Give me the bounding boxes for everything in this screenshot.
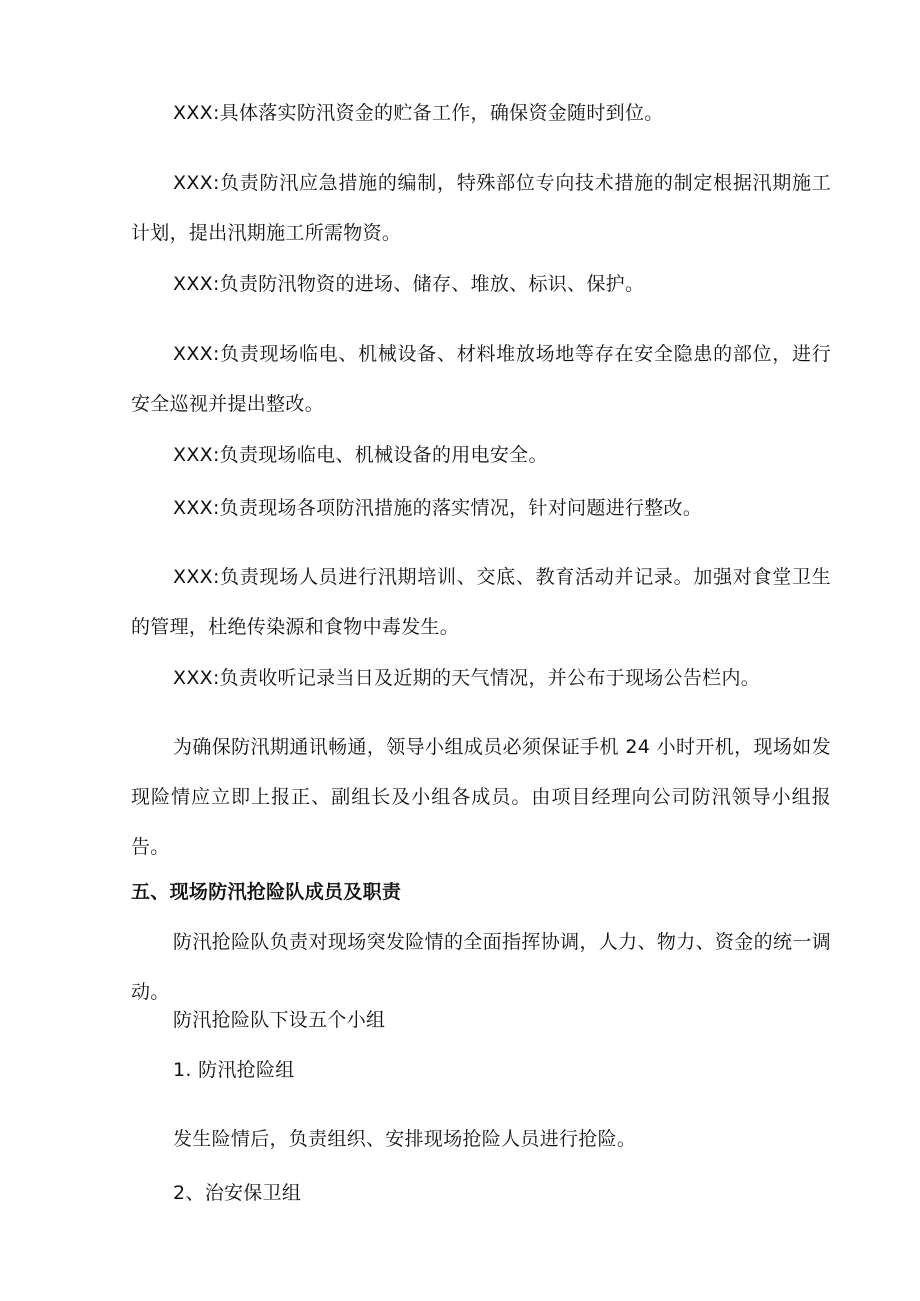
paragraph-funding: XXX:具体落实防汛资金的贮备工作，确保资金随时到位。 xyxy=(173,102,664,124)
paragraph-emergency-measures: XXX:负责防汛应急措施的编制，特殊部位专向技术措施的制定根据汛期施工计划，提出汛期施工所需物资。 xyxy=(131,172,831,244)
group-1-description: 发生险情后，负责组织、安排现场抢险人员进行抢险。 xyxy=(173,1128,637,1150)
paragraph-rescue-team: 防汛抢险队负责对现场突发险情的全面指挥协调，人力、物力、资金的统一调动。 xyxy=(131,931,831,1003)
group-1-title: 1. 防汛抢险组 xyxy=(173,1059,295,1081)
paragraph-safety-inspection: XXX:负责现场临电、机械设备、材料堆放场地等存在安全隐患的部位，进行安全巡视并提出整改。 xyxy=(131,343,831,415)
subgroups-intro: 防汛抢险队下设五个小组 xyxy=(173,1009,386,1031)
section-heading: 五、现场防汛抢险队成员及职责 xyxy=(131,881,402,903)
paragraph-electrical-safety: XXX:负责现场临电、机械设备的用电安全。 xyxy=(173,444,548,466)
paragraph-materials: XXX:负责防汛物资的进场、储存、堆放、标识、保护。 xyxy=(173,273,645,295)
paragraph-training: XXX:负责现场人员进行汛期培训、交底、教育活动并记录。加强对食堂卫生的管理，杜绝传染源和食物中毒发生。 xyxy=(131,566,831,638)
paragraph-implementation: XXX:负责现场各项防汛措施的落实情况，针对问题进行整改。 xyxy=(173,497,703,519)
group-2-title: 2、治安保卫组 xyxy=(173,1182,302,1204)
paragraph-weather: XXX:负责收听记录当日及近期的天气情况，并公布于现场公告栏内。 xyxy=(173,667,761,689)
paragraph-communication: 为确保防汛期通讯畅通，领导小组成员必须保证手机 24 小时开机，现场如发现险情应立即上报正、副组长及小组各成员。由项目经理向公司防汛领导小组报告。 xyxy=(131,736,831,858)
